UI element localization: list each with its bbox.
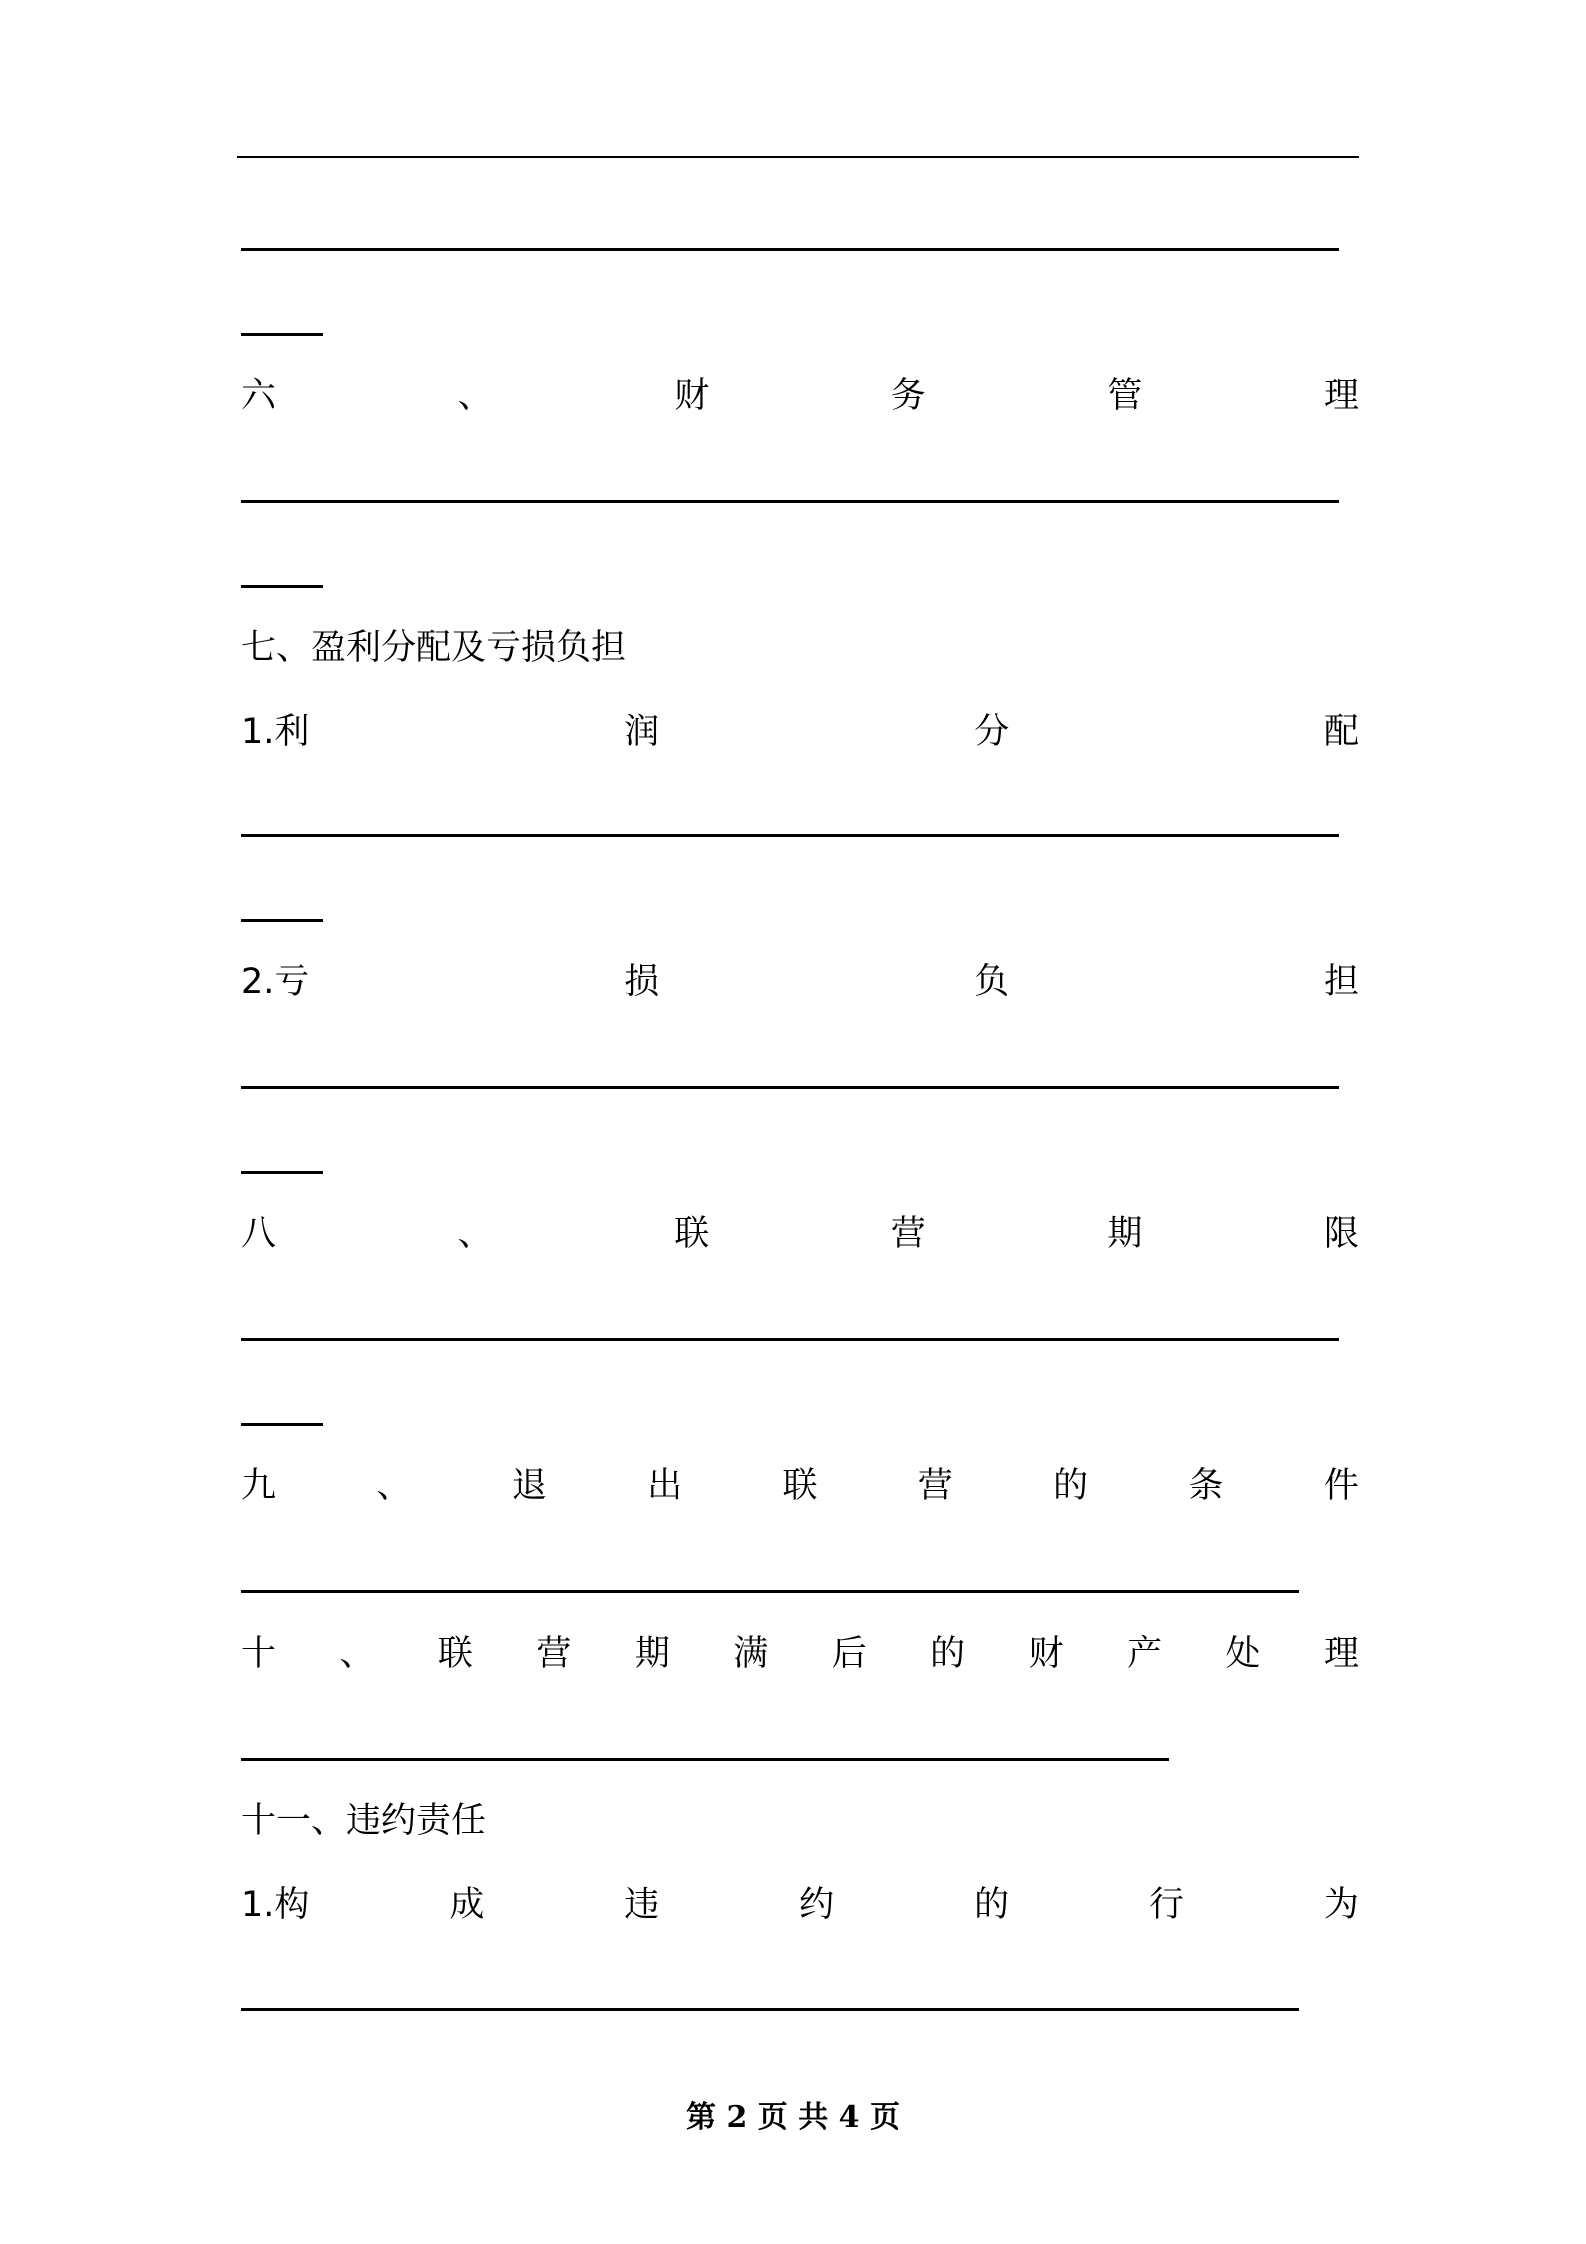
heading-char: 的: [974, 1885, 1010, 1925]
heading-char: 财: [674, 376, 710, 416]
blank-line[interactable]: [241, 1086, 1339, 1089]
heading-char: 、: [457, 376, 493, 416]
heading-char: 理: [1323, 376, 1359, 416]
heading-char: 的: [930, 1634, 966, 1674]
section-8-heading: [241, 1210, 1359, 1258]
section-10-heading: [241, 1630, 1359, 1678]
heading-char: 六: [241, 376, 277, 416]
heading-char: 为: [1323, 1885, 1359, 1925]
section-11-1-heading: [241, 1881, 1359, 1929]
blank-line[interactable]: [241, 1171, 323, 1174]
heading-char: 2.亏: [241, 962, 310, 1002]
heading-char: 后: [831, 1634, 867, 1674]
heading-char: 件: [1323, 1466, 1359, 1506]
heading-char: 满: [733, 1634, 769, 1674]
section-7-heading: 七、盈利分配及亏损负担: [241, 628, 627, 668]
heading-char: 营: [890, 1214, 926, 1254]
heading-char: 的: [1053, 1466, 1089, 1506]
blank-line[interactable]: [241, 333, 323, 336]
header-rule: [237, 156, 1359, 158]
heading-char: 出: [647, 1466, 683, 1506]
heading-char: 负: [974, 962, 1010, 1002]
blank-line[interactable]: [241, 834, 1339, 837]
heading-char: 配: [1323, 712, 1359, 752]
heading-char: 营: [536, 1634, 572, 1674]
section-6-heading: [241, 372, 1359, 420]
heading-char: 联: [437, 1634, 473, 1674]
blank-line[interactable]: [241, 2008, 1299, 2011]
heading-char: 九: [241, 1466, 277, 1506]
heading-char: 约: [799, 1885, 835, 1925]
heading-char: 行: [1149, 1885, 1185, 1925]
heading-char: 1.构: [241, 1885, 310, 1925]
heading-char: 成: [449, 1885, 485, 1925]
heading-char: 1.利: [241, 712, 310, 752]
heading-char: 十: [241, 1634, 277, 1674]
heading-char: 务: [890, 376, 926, 416]
blank-line[interactable]: [241, 248, 1339, 251]
heading-char: 、: [457, 1214, 493, 1254]
page-footer: 第 2 页 共 4 页: [686, 2100, 900, 2135]
blank-line[interactable]: [241, 1423, 323, 1426]
heading-char: 、: [339, 1634, 375, 1674]
heading-char: 违: [624, 1885, 660, 1925]
heading-char: 分: [974, 712, 1010, 752]
heading-char: 理: [1323, 1634, 1359, 1674]
heading-char: 联: [674, 1214, 710, 1254]
heading-char: 退: [511, 1466, 547, 1506]
heading-char: 期: [634, 1634, 670, 1674]
heading-char: 产: [1127, 1634, 1163, 1674]
heading-char: 营: [917, 1466, 953, 1506]
blank-line[interactable]: [241, 500, 1339, 503]
section-7-1-heading: [241, 708, 1359, 756]
heading-char: 损: [624, 962, 660, 1002]
heading-char: 管: [1107, 376, 1143, 416]
blank-line[interactable]: [241, 1758, 1169, 1761]
blank-line[interactable]: [241, 1590, 1299, 1593]
heading-char: 条: [1188, 1466, 1224, 1506]
heading-char: 、: [376, 1466, 412, 1506]
heading-char: 限: [1323, 1214, 1359, 1254]
heading-char: 联: [782, 1466, 818, 1506]
heading-char: 处: [1225, 1634, 1261, 1674]
section-7-2-heading: [241, 958, 1359, 1006]
heading-char: 担: [1323, 962, 1359, 1002]
section-11-heading: 十一、违约责任: [241, 1801, 487, 1841]
section-9-heading: [241, 1462, 1359, 1510]
heading-char: 财: [1028, 1634, 1064, 1674]
blank-line[interactable]: [241, 919, 323, 922]
blank-line[interactable]: [241, 1338, 1339, 1341]
blank-line[interactable]: [241, 585, 323, 588]
heading-char: 期: [1107, 1214, 1143, 1254]
heading-char: 八: [241, 1214, 277, 1254]
heading-char: 润: [624, 712, 660, 752]
